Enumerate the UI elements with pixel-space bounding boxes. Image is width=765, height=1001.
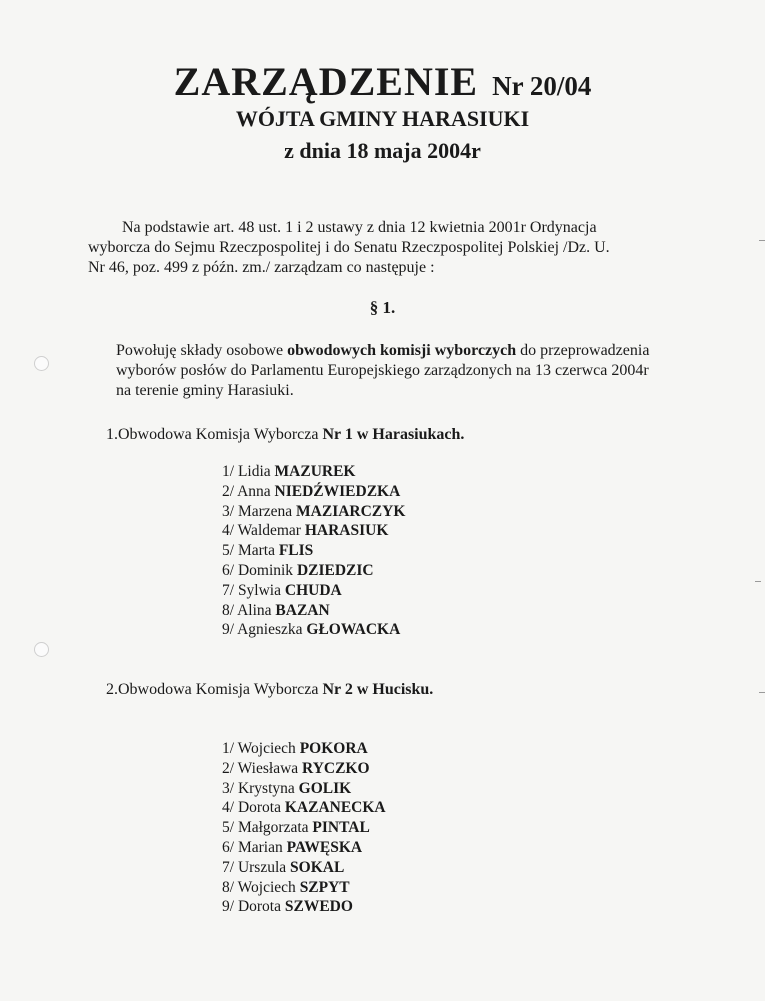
member-first-name: Dorota <box>237 898 281 916</box>
member-last-name: SZPYT <box>299 878 350 896</box>
member-first-name: Anna <box>237 482 271 500</box>
list-item <box>222 620 405 640</box>
member-number: 4/ <box>222 799 235 817</box>
member-number: 1/ <box>222 463 235 480</box>
decision-lead: Powołuję składy osobowe <box>116 342 288 359</box>
issuer: WÓJTA GMINY HARASIUKI <box>235 106 530 131</box>
order-number: Nr 20/04 <box>492 71 592 101</box>
text-line: Nr 46, poz. 499 z późn. zm./ zarządzam co następuje : <box>88 259 435 276</box>
member-number: 4/ <box>222 522 235 540</box>
list-item <box>222 878 386 898</box>
member-number: 2/ <box>222 759 235 777</box>
member-first-name: Małgorzata <box>237 819 309 837</box>
member-first-name: Marta <box>237 542 275 560</box>
member-last-name: PAWĘSKA <box>286 838 363 856</box>
member-first-name: Wojciech <box>237 878 296 896</box>
member-number: 1/ <box>222 740 235 757</box>
member-first-name: Marian <box>237 838 283 856</box>
section-heading: § 1. <box>369 298 396 317</box>
commission-prefix: 1.Obwodowa Komisja Wyborcza <box>106 426 323 443</box>
member-first-name: Alina <box>237 601 272 619</box>
list-item <box>222 838 386 858</box>
member-last-name: GOLIK <box>298 779 352 797</box>
list-item <box>222 581 405 601</box>
member-number: 3/ <box>222 502 235 520</box>
member-number: 5/ <box>222 542 235 560</box>
member-number: 7/ <box>222 581 235 599</box>
member-number: 8/ <box>222 601 235 619</box>
member-number: 2/ <box>222 482 235 500</box>
commission-prefix: 2.Obwodowa Komisja Wyborcza <box>106 681 323 698</box>
scan-artifact <box>250 0 370 3</box>
punch-hole <box>34 356 49 371</box>
list-item <box>222 858 386 878</box>
commission-heading <box>106 681 433 699</box>
member-first-name: Urszula <box>237 858 287 876</box>
member-first-name: Krystyna <box>237 779 295 797</box>
legal-basis-paragraph <box>88 218 708 278</box>
member-first-name: Wiesława <box>237 759 299 777</box>
member-first-name: Waldemar <box>237 522 301 540</box>
member-last-name: SOKAL <box>290 858 345 876</box>
title-word: ZARZĄDZENIE <box>173 59 479 104</box>
member-first-name: Lidia <box>237 463 271 480</box>
member-first-name: Marzena <box>237 502 293 520</box>
member-last-name: MAZIARCZYK <box>296 502 406 520</box>
member-first-name: Wojciech <box>237 740 296 757</box>
member-number: 8/ <box>222 878 235 896</box>
member-number: 6/ <box>222 838 235 856</box>
list-item <box>222 818 386 838</box>
member-list <box>222 739 386 917</box>
decision-paragraph <box>116 341 726 401</box>
decision-rest: do przeprowadzenia <box>516 342 650 359</box>
text-line: wyborcza do Sejmu Rzeczpospolitej i do Senatu Rzeczpospolitej Polskiej /Dz. U. <box>88 239 610 256</box>
list-item <box>222 482 405 502</box>
member-first-name: Sylwia <box>237 581 281 599</box>
text-line: Na podstawie art. 48 ust. 1 i 2 ustawy z dnia 12 kwietnia 2001r Ordynacja <box>122 219 597 236</box>
text-line <box>116 341 726 361</box>
punch-hole <box>34 642 49 657</box>
commission-heading <box>106 426 464 444</box>
member-last-name: DZIEDZIC <box>296 561 374 579</box>
edge-mark <box>755 581 761 582</box>
list-item <box>222 502 405 522</box>
member-last-name: KAZANECKA <box>284 799 386 817</box>
member-first-name: Dominik <box>237 561 294 579</box>
commission-location: Nr 2 w Hucisku. <box>322 681 434 698</box>
list-item <box>222 759 386 779</box>
member-list <box>222 462 405 640</box>
issue-date: z dnia 18 maja 2004r <box>284 138 481 163</box>
member-last-name: HARASIUK <box>304 522 389 540</box>
list-item <box>222 601 405 621</box>
list-item <box>222 779 386 799</box>
list-item <box>222 521 405 541</box>
member-first-name: Dorota <box>237 799 281 817</box>
list-item <box>222 739 386 759</box>
member-number: 6/ <box>222 561 235 579</box>
member-number: 9/ <box>222 898 235 916</box>
member-number: 5/ <box>222 819 235 837</box>
member-number: 3/ <box>222 779 235 797</box>
list-item <box>222 541 405 561</box>
member-last-name: POKORA <box>299 740 368 757</box>
member-number: 9/ <box>222 621 235 639</box>
text-line: wyborów posłów do Parlamentu Europejskiego zarządzonych na 13 czerwca 2004r <box>116 362 649 379</box>
list-item <box>222 462 405 482</box>
member-last-name: CHUDA <box>284 581 342 599</box>
commission-location: Nr 1 w Harasiukach. <box>322 426 465 443</box>
edge-mark <box>759 240 765 241</box>
edge-mark <box>759 692 765 693</box>
list-item <box>222 561 405 581</box>
member-first-name: Agnieszka <box>237 621 303 639</box>
member-last-name: PINTAL <box>312 819 370 837</box>
member-last-name: NIEDŹWIEDZKA <box>274 482 401 500</box>
member-last-name: FLIS <box>278 542 314 560</box>
list-item <box>222 798 386 818</box>
member-last-name: GŁOWACKA <box>306 621 401 639</box>
member-last-name: MAZUREK <box>274 463 356 480</box>
list-item <box>222 897 386 917</box>
document-title <box>0 58 765 105</box>
member-last-name: RYCZKO <box>302 759 370 777</box>
member-last-name: SZWEDO <box>284 898 353 916</box>
member-number: 7/ <box>222 858 235 876</box>
member-last-name: BAZAN <box>275 601 330 619</box>
decision-emphasis: obwodowych komisji wyborczych <box>287 342 517 359</box>
text-line: na terenie gminy Harasiuki. <box>116 382 294 399</box>
